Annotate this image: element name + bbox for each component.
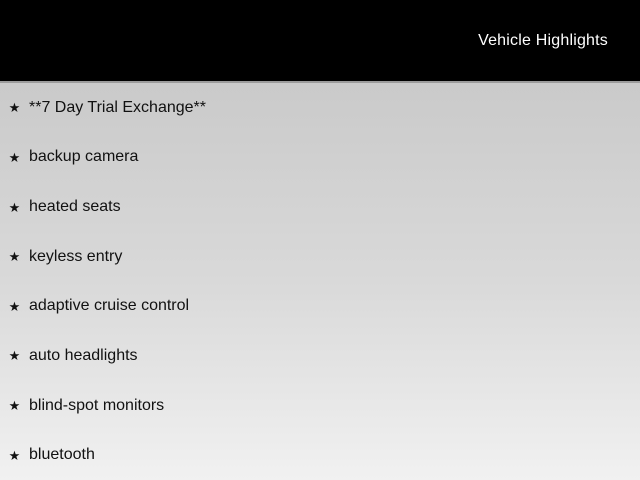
star-icon: ★ xyxy=(8,298,21,314)
page-title: Vehicle Highlights xyxy=(478,31,608,49)
list-item xyxy=(0,331,640,381)
star-icon: ★ xyxy=(8,149,21,165)
list-item-label: blind-spot monitors xyxy=(29,396,165,414)
star-icon: ★ xyxy=(8,249,21,265)
star-icon: ★ xyxy=(8,100,21,116)
list-item-label: **7 Day Trial Exchange** xyxy=(29,98,206,116)
list-item xyxy=(0,430,640,480)
list-item xyxy=(0,232,640,282)
list-item-label: auto headlights xyxy=(29,346,138,364)
star-icon: ★ xyxy=(8,199,21,215)
list-item-label: backup camera xyxy=(29,148,139,166)
star-icon: ★ xyxy=(8,348,21,364)
star-icon: ★ xyxy=(8,398,21,414)
list-item xyxy=(0,133,640,183)
vehicle-highlights-header xyxy=(0,0,640,81)
list-item xyxy=(0,83,640,133)
list-item xyxy=(0,282,640,332)
list-item-label: bluetooth xyxy=(29,446,95,464)
list-item-label: keyless entry xyxy=(29,247,123,265)
list-item-label: adaptive cruise control xyxy=(29,297,190,315)
vehicle-highlights-list xyxy=(0,81,640,480)
list-item xyxy=(0,381,640,431)
star-icon: ★ xyxy=(8,447,21,463)
list-item xyxy=(0,182,640,232)
list-item-label: heated seats xyxy=(29,198,121,216)
